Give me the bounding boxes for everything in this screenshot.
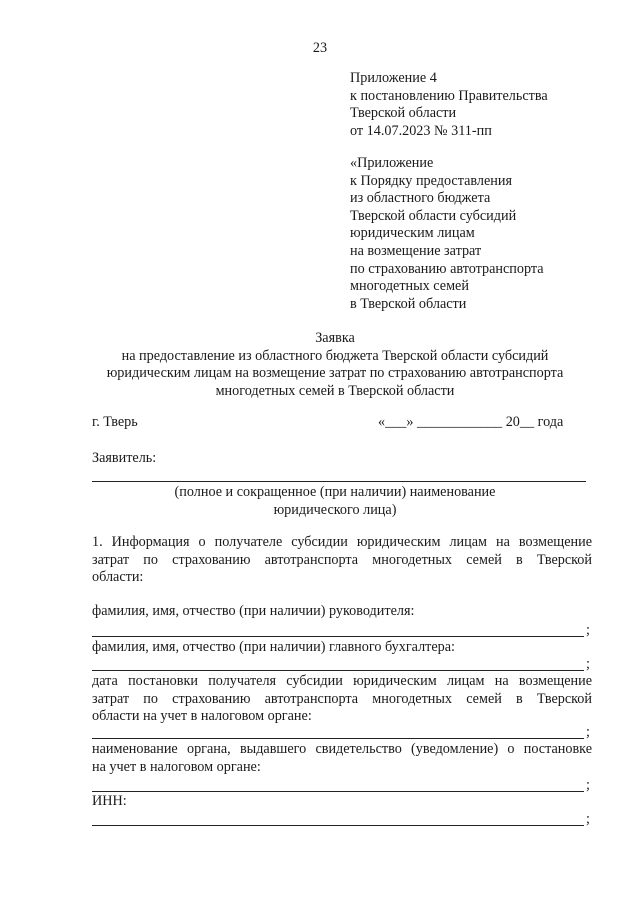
caption-line: (полное и сокращенное (при наличии) наименование [174,484,496,500]
semicolon: ; [586,656,590,672]
appendix-line: от 14.07.2023 № 311-пп [350,122,492,139]
procedure-appendix-reference [350,155,544,313]
procedure-line: Тверской области субсидий [350,207,517,224]
head-name-label: фамилия, имя, отчество (при наличии) руководителя: [92,603,415,619]
applicant-name-line[interactable] [92,481,586,482]
registration-date-label [92,673,592,726]
semicolon: ; [586,777,590,793]
date-field[interactable]: «___» ____________ 20__ года [378,414,564,430]
section-1-heading [92,534,592,587]
procedure-line: в Тверской области [350,295,467,312]
accountant-name-label: фамилия, имя, отчество (при наличии) главного бухгалтера: [92,639,455,655]
issuing-authority-line[interactable] [92,791,584,792]
procedure-line: к Порядку предоставления [350,172,512,189]
document-title [70,330,600,400]
semicolon: ; [586,811,590,827]
procedure-line: из областного бюджета [350,190,491,207]
applicant-caption [120,484,550,519]
issuing-authority-label [92,741,592,776]
procedure-line: «Приложение [350,155,434,171]
city-label: г. Тверь [92,414,138,430]
section-line: области: [92,569,144,586]
caption-line: юридического лица) [273,501,397,518]
head-name-line[interactable] [92,636,584,637]
title-line: Заявка [315,330,355,346]
authority-line: на учет в налоговом органе: [92,758,261,775]
title-line: многодетных семей в Тверской области [215,382,455,399]
procedure-line: юридическим лицам [350,225,475,242]
procedure-line: на возмещение затрат [350,242,482,259]
title-line: на предоставление из областного бюджета Тверской области субсидий [121,347,549,364]
accountant-name-line[interactable] [92,670,584,671]
applicant-label: Заявитель: [92,450,157,466]
page-number: 23 [312,40,328,56]
registration-date-line[interactable] [92,738,584,739]
appendix-line: Тверской области [350,105,457,122]
procedure-line: многодетных семей [350,278,469,295]
title-line: юридическим лицам на возмещение затрат по страхованию автотранспорта [106,365,564,382]
section-line: затрат по страхованию автотранспорта многодетных семей в Тверской [92,551,592,568]
registration-line: области на учет в налоговом органе: [92,708,312,725]
inn-line[interactable] [92,825,584,826]
section-line: 1. Информация о получателе субсидии юридическим лицам на возмещение [92,534,592,550]
appendix-reference [350,70,548,140]
semicolon: ; [586,622,590,638]
registration-line: затрат по страхованию автотранспорта многодетных семей в Тверской [92,690,592,707]
appendix-line: к постановлению Правительства [350,87,548,104]
appendix-line: Приложение 4 [350,70,437,86]
semicolon: ; [586,724,590,740]
procedure-line: по страхованию автотранспорта [350,260,544,277]
registration-line: дата постановки получателя субсидии юридическим лицам на возмещение [92,673,592,689]
inn-label: ИНН: [92,793,127,809]
authority-line: наименование органа, выдавшего свидетельство (уведомление) о постановке [92,741,592,757]
